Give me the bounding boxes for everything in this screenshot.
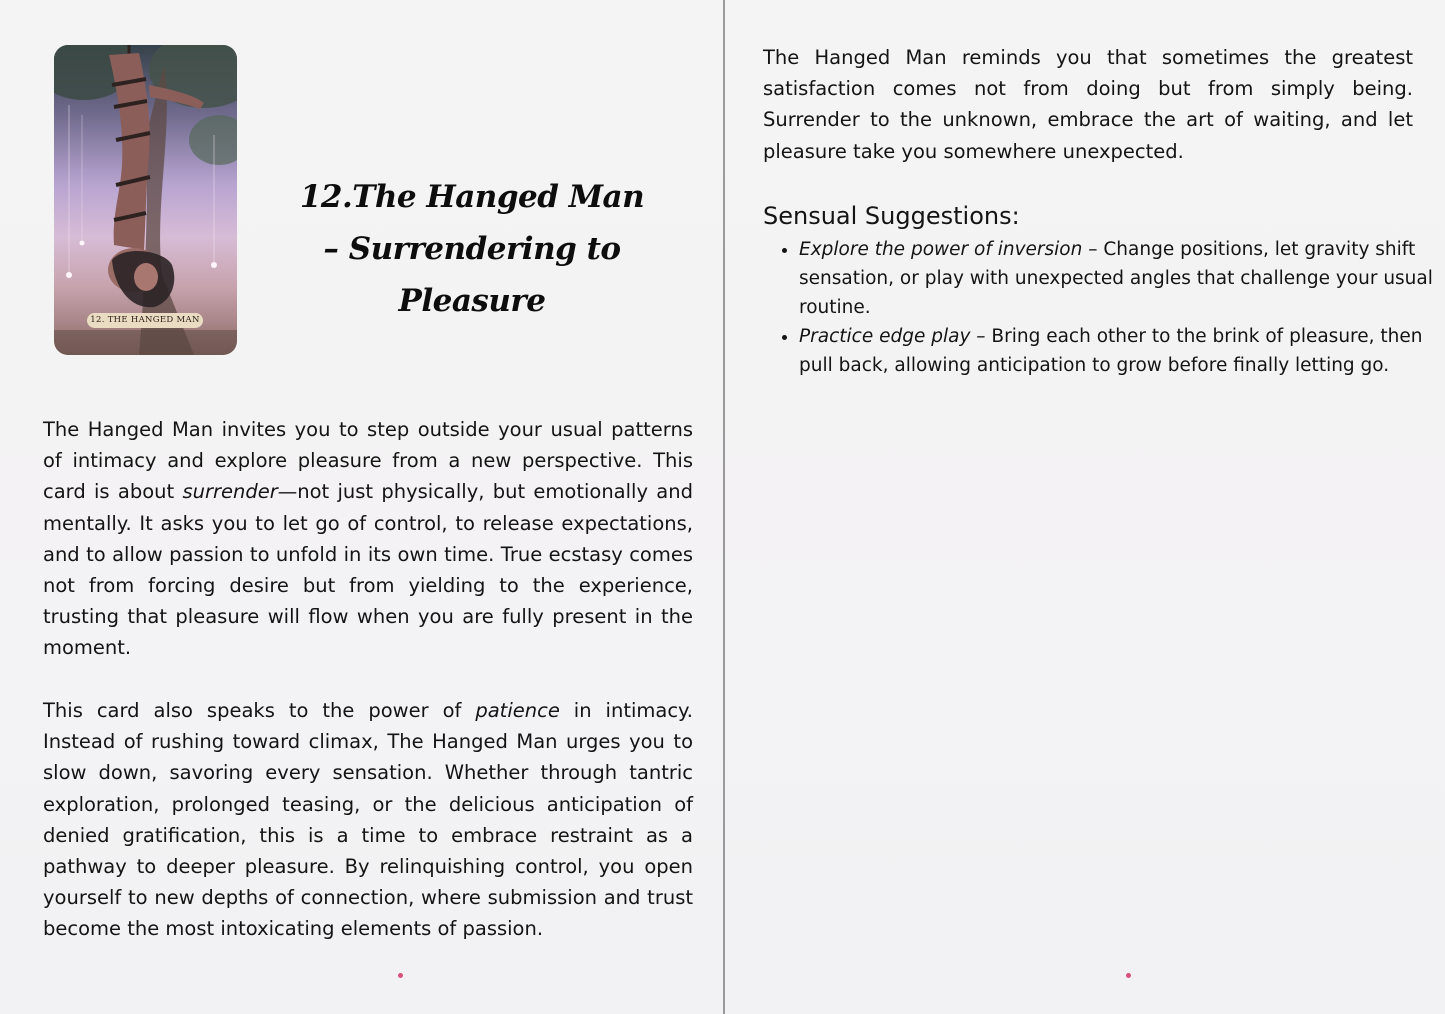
right-page [725, 0, 1445, 1014]
body-paragraph-2 [43, 695, 693, 945]
list-item [799, 322, 1445, 380]
suggestion-title: Explore the power of inversion [799, 239, 1083, 260]
body-paragraph-1 [43, 414, 693, 664]
suggestions-list [763, 235, 1445, 380]
paragraph-2-text-b: in intimacy. Instead of rushing toward climax, The Hanged Man urges you to slow down, savoring every sensation. Whether through tantric exploration, prolonged teasing, or the delicious anticipation of denied gratification, this is a time to embrace restraint as a pathway to deeper pleasure. By relinquishing control, you open yourself to new depths of connection, where submission and trust become the most intoxicating elements of passion. [43, 699, 694, 941]
suggestion-title: Practice edge play [799, 326, 971, 347]
title-line-1: 12.The Hanged Man [299, 178, 645, 215]
suggestion-text: – Change positions, let gravity shift sensation, or play with unexpected angles that challenge your usual routine. [799, 239, 1433, 318]
paragraph-1-text-a: The Hanged Man invites you to step outside your usual patterns of intimacy and explore pleasure from a new perspective. This card is about [43, 418, 693, 504]
list-item [799, 235, 1445, 322]
tarot-card-illustration [54, 45, 237, 355]
intro-paragraph: The Hanged Man reminds you that sometimes the greatest satisfaction comes not from doing but from simply being. Surrender to the unknown, embrace the art of waiting, and let pleasure take you somewhere unexpected. [763, 46, 1413, 163]
paper-speck [1126, 973, 1131, 978]
paper-speck [398, 973, 403, 978]
suggestion-text: – Bring each other to the brink of pleasure, then pull back, allowing anticipation to grow before finally letting go. [799, 326, 1423, 376]
paragraph-1-text-b: —not just physically, but emotionally and mentally. It asks you to let go of control, to release expectations, and to allow passion to unfold in its own time. True ecstasy comes not from forcing desire but from yielding to the experience, trusting that pleasure will flow when you are fully present in the moment. [43, 480, 693, 660]
hanged-man-tarot-card [54, 45, 237, 355]
paragraph-2-emphasis: patience [475, 699, 560, 722]
paragraph-2-text-a: This card also speaks to the power of [43, 699, 476, 722]
title-line-2: – Surrendering to Pleasure [323, 230, 621, 319]
page-title [262, 171, 682, 327]
paragraph-1-emphasis: surrender [182, 480, 278, 504]
tarot-card-label: 12. THE HANGED MAN [87, 313, 203, 328]
suggestions-heading: Sensual Suggestions: [763, 202, 1020, 230]
